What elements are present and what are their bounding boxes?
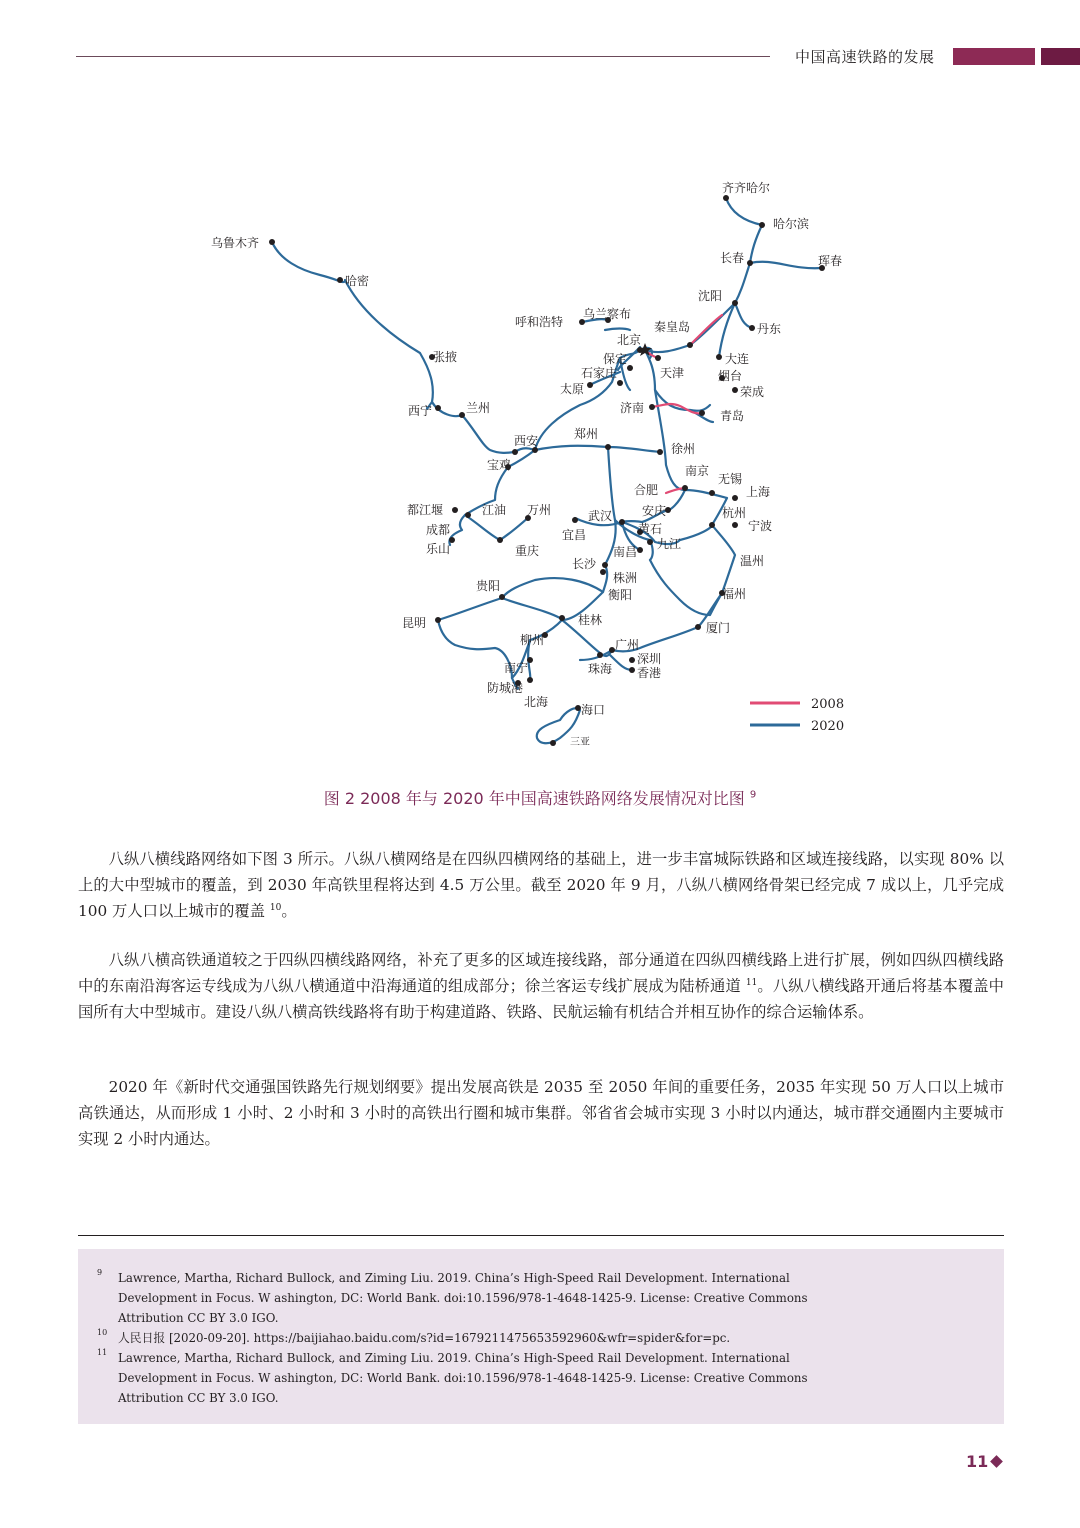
footnote-ref: 9 <box>749 789 757 801</box>
city-label: 上海 <box>746 485 771 499</box>
legend-label-2008: 2008 <box>811 697 845 712</box>
city-label: 万州 <box>527 503 552 517</box>
city-label: 黄石 <box>638 522 663 536</box>
city-label: 烟台 <box>718 369 743 383</box>
paragraph-text: 八纵八横线路网络如下图 3 所示。八纵八横网络是在四纵四横网络的基础上，进一步丰富城际铁路和区域连接线路，以实现 80% 以上的大中型城市的覆盖，到 2030 年高铁里程将达到 4.5 万公里。截至 2020 年 9 月，八纵八横网络骨架已经完成 7 成以上，几乎完成 100 万人口以上城市的覆盖 <box>78 850 1004 920</box>
city-label: 乐山 <box>426 542 451 556</box>
map-legend <box>750 697 844 734</box>
city-label: 温州 <box>740 554 765 568</box>
header-rule <box>76 56 770 57</box>
city-label: 合肥 <box>634 483 659 497</box>
city-label: 桂林 <box>578 613 603 627</box>
figure-caption-text: 图 2 2008 年与 2020 年中国高速铁路网络发展情况对比图 <box>323 789 745 808</box>
city-label: 郑州 <box>574 427 599 441</box>
city-label: 珠海 <box>588 662 613 676</box>
city-label: 都江堰 <box>407 503 444 517</box>
city-label: 江油 <box>482 503 507 517</box>
footnote: Lawrence, Martha, Richard Bullock, and Ziming Liu. 2019. China’s High-Speed Rail Development. International Development in Focus. W ashington, DC: World Bank. doi:10.1596/978-1-4648-1425-9. License: Creative Commons Attribution CC BY 3.0 IGO. <box>118 1351 808 1405</box>
city-label: 秦皇岛 <box>654 320 691 334</box>
city-label: 海口 <box>581 703 606 717</box>
city-label: 衡阳 <box>608 588 633 602</box>
city-label: 西安 <box>514 434 539 448</box>
city-label: 乌兰察布 <box>583 307 632 321</box>
paragraph-text: 八纵八横高铁通道较之于四纵四横线路网络，补充了更多的区域连接线路，部分通道在四纵四横线路上进行扩展，例如四纵四横线路中的东南沿海客运专线成为八纵八横通道中沿海通道的组成部分；徐兰客运专线扩展成为陆桥通道 <box>78 951 1004 995</box>
city-label: 重庆 <box>515 544 540 558</box>
city-label: 柳州 <box>520 633 545 647</box>
footnote-ref: 11 <box>745 977 758 988</box>
city-label: 兰州 <box>466 401 491 415</box>
city-label: 西宁 <box>408 404 433 418</box>
legend-label-2020: 2020 <box>811 719 845 734</box>
footnote-ref: 10 <box>269 902 282 913</box>
city-label: 深圳 <box>637 652 662 666</box>
city-label: 济南 <box>620 401 645 415</box>
footnote-number: 9 <box>97 1268 103 1277</box>
city-label: 乌鲁木齐 <box>211 236 260 250</box>
city-label: 安庆 <box>642 504 667 518</box>
city-label: 珲春 <box>818 254 843 268</box>
city-label: 香港 <box>637 666 662 680</box>
body-paragraph <box>78 846 1004 924</box>
city-label: 太原 <box>560 382 585 396</box>
city-label: 青岛 <box>720 409 745 423</box>
city-label: 福州 <box>722 587 747 601</box>
city-label: 沈阳 <box>698 289 723 303</box>
header-accent-bar-dark <box>1041 48 1080 65</box>
city-label: 大连 <box>725 352 750 366</box>
city-label: 三亚 <box>570 737 590 748</box>
city-label: 北京 <box>617 333 642 347</box>
city-label: 保定 <box>603 352 628 366</box>
city-label: 南昌 <box>613 545 638 559</box>
city-label: 昆明 <box>402 616 427 630</box>
running-header-title: 中国高速铁路的发展 <box>795 48 935 66</box>
city-label: 哈尔滨 <box>773 217 810 231</box>
footnote: 人民日报 [2020-09-20]. https://baijiahao.baidu.com/s?id=1679211475653592960&wfr=spider&for=pc. <box>118 1331 731 1345</box>
city-label: 长沙 <box>572 557 597 571</box>
figure-caption <box>0 786 1080 809</box>
city-label: 天津 <box>660 366 685 380</box>
footnote-number: 10 <box>97 1328 108 1337</box>
city-label: 九江 <box>657 537 682 551</box>
city-label: 宝鸡 <box>487 458 512 472</box>
diamond-icon <box>990 1455 1003 1468</box>
city-label: 徐州 <box>671 442 696 456</box>
city-label: 石家庄 <box>581 366 618 380</box>
city-label: 齐齐哈尔 <box>722 181 771 195</box>
footnote-number: 11 <box>97 1348 108 1357</box>
city-label: 厦门 <box>706 621 731 635</box>
city-label: 张掖 <box>433 350 458 364</box>
city-label: 长春 <box>720 251 745 265</box>
city-label: 杭州 <box>722 506 747 520</box>
city-label: 北海 <box>524 695 549 709</box>
paragraph-text: 。八纵八横线路开通后将基本覆盖中国所有大中型城市。建设八纵八横高铁线路将有助于构建道路、铁路、民航运输有机结合并相互协作的综合运输体系。 <box>78 977 1004 1021</box>
hsr-network-map <box>0 160 1080 760</box>
city-label: 呼和浩特 <box>515 315 564 329</box>
footnote: Lawrence, Martha, Richard Bullock, and Ziming Liu. 2019. China’s High-Speed Rail Development. International Development in Focus. W ashington, DC: World Bank. doi:10.1596/978-1-4648-1425-9. License: Creative Commons Attribution CC BY 3.0 IGO. <box>118 1271 808 1325</box>
city-label: 武汉 <box>588 509 613 523</box>
city-label: 南宁 <box>504 661 529 675</box>
city-label: 成都 <box>426 523 451 537</box>
city-label: 株洲 <box>613 571 638 585</box>
page-number: 11 <box>966 1452 989 1471</box>
city-label: 荣成 <box>740 385 765 399</box>
city-label: 宜昌 <box>562 528 587 542</box>
header-accent-bar <box>953 48 1035 65</box>
city-label: 丹东 <box>757 322 782 336</box>
city-label: 哈密 <box>345 274 370 288</box>
city-label: 无锡 <box>718 472 743 486</box>
city-label: 贵阳 <box>476 579 501 593</box>
body-paragraph: 2020 年《新时代交通强国铁路先行规划纲要》提出发展高铁是 2035 至 2050 年间的重要任务，2035 年实现 50 万人口以上城市高铁通达，从而形成 1 小时、2 小时和 3 小时的高铁出行圈和城市集群。邻省省会城市实现 3 小时以内通达，城市群交通圈内主要城市实现 2 小时内通达。 <box>78 1078 1004 1148</box>
city-label: 宁波 <box>748 519 773 533</box>
paragraph-text: 。 <box>281 902 297 920</box>
city-label: 广州 <box>615 638 640 652</box>
city-label: 防城港 <box>487 681 524 695</box>
footnote-rule <box>78 1235 1004 1236</box>
body-paragraph <box>78 947 1004 1025</box>
city-label: 南京 <box>685 464 710 478</box>
